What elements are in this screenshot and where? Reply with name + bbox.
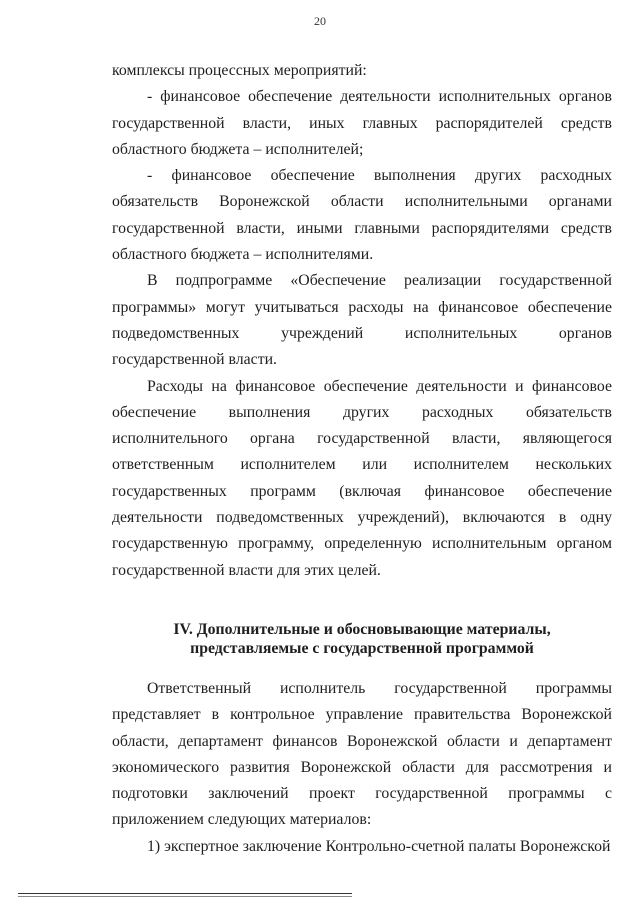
document-body xyxy=(112,58,612,860)
paragraph-1: комплексы процессных мероприятий: xyxy=(112,62,367,79)
section-heading xyxy=(112,620,612,658)
paragraph-2: - финансовое обеспечение деятельности исполнительных органов государственной власти, иных главных распорядителей средств областного бюджета – исполнителей; xyxy=(112,88,612,158)
paragraph-4: В подпрограмме «Обеспечение реализации государственной программы» могут учитываться расходы на финансовое обеспечение подведомственных учреждений исполнительных органов государственной власти. xyxy=(112,272,612,369)
paragraph-3: - финансовое обеспечение выполнения других расходных обязательств Воронежской области исполнительными органами государственной власти, иными главными распорядителями средств областного бюджета – исполнителями. xyxy=(112,167,612,264)
page-number: 20 xyxy=(314,14,326,28)
section-paragraph-1: Ответственный исполнитель государственной программы представляет в контрольное управление правительства Воронежской области, департамент финансов Воронежской области и департамент экономического развития Воронежской области для рассмотрения и подготовки заключений проект государственной программы с приложением следующих материалов: xyxy=(112,679,612,829)
footer-rule xyxy=(18,893,352,894)
section-heading-line-1: IV. Дополнительные и обосновывающие материалы, xyxy=(173,620,551,638)
section-paragraph-2: 1) экспертное заключение Контрольно-счетной палаты Воронежской xyxy=(147,837,611,855)
paragraph-5: Расходы на финансовое обеспечение деятельности и финансовое обеспечение выполнения других расходных обязательств исполнительного органа государственной власти, являющегося ответственным исполнителем или исполнителем нескольких государственных программ (включая финансовое обеспечение деятельности подведомственных учреждений), включаются в одну государственную программу, определенную исполнительным органом государственной власти для этих целей. xyxy=(112,377,612,579)
section-heading-line-2: представляемые с государственной программой xyxy=(190,639,534,657)
